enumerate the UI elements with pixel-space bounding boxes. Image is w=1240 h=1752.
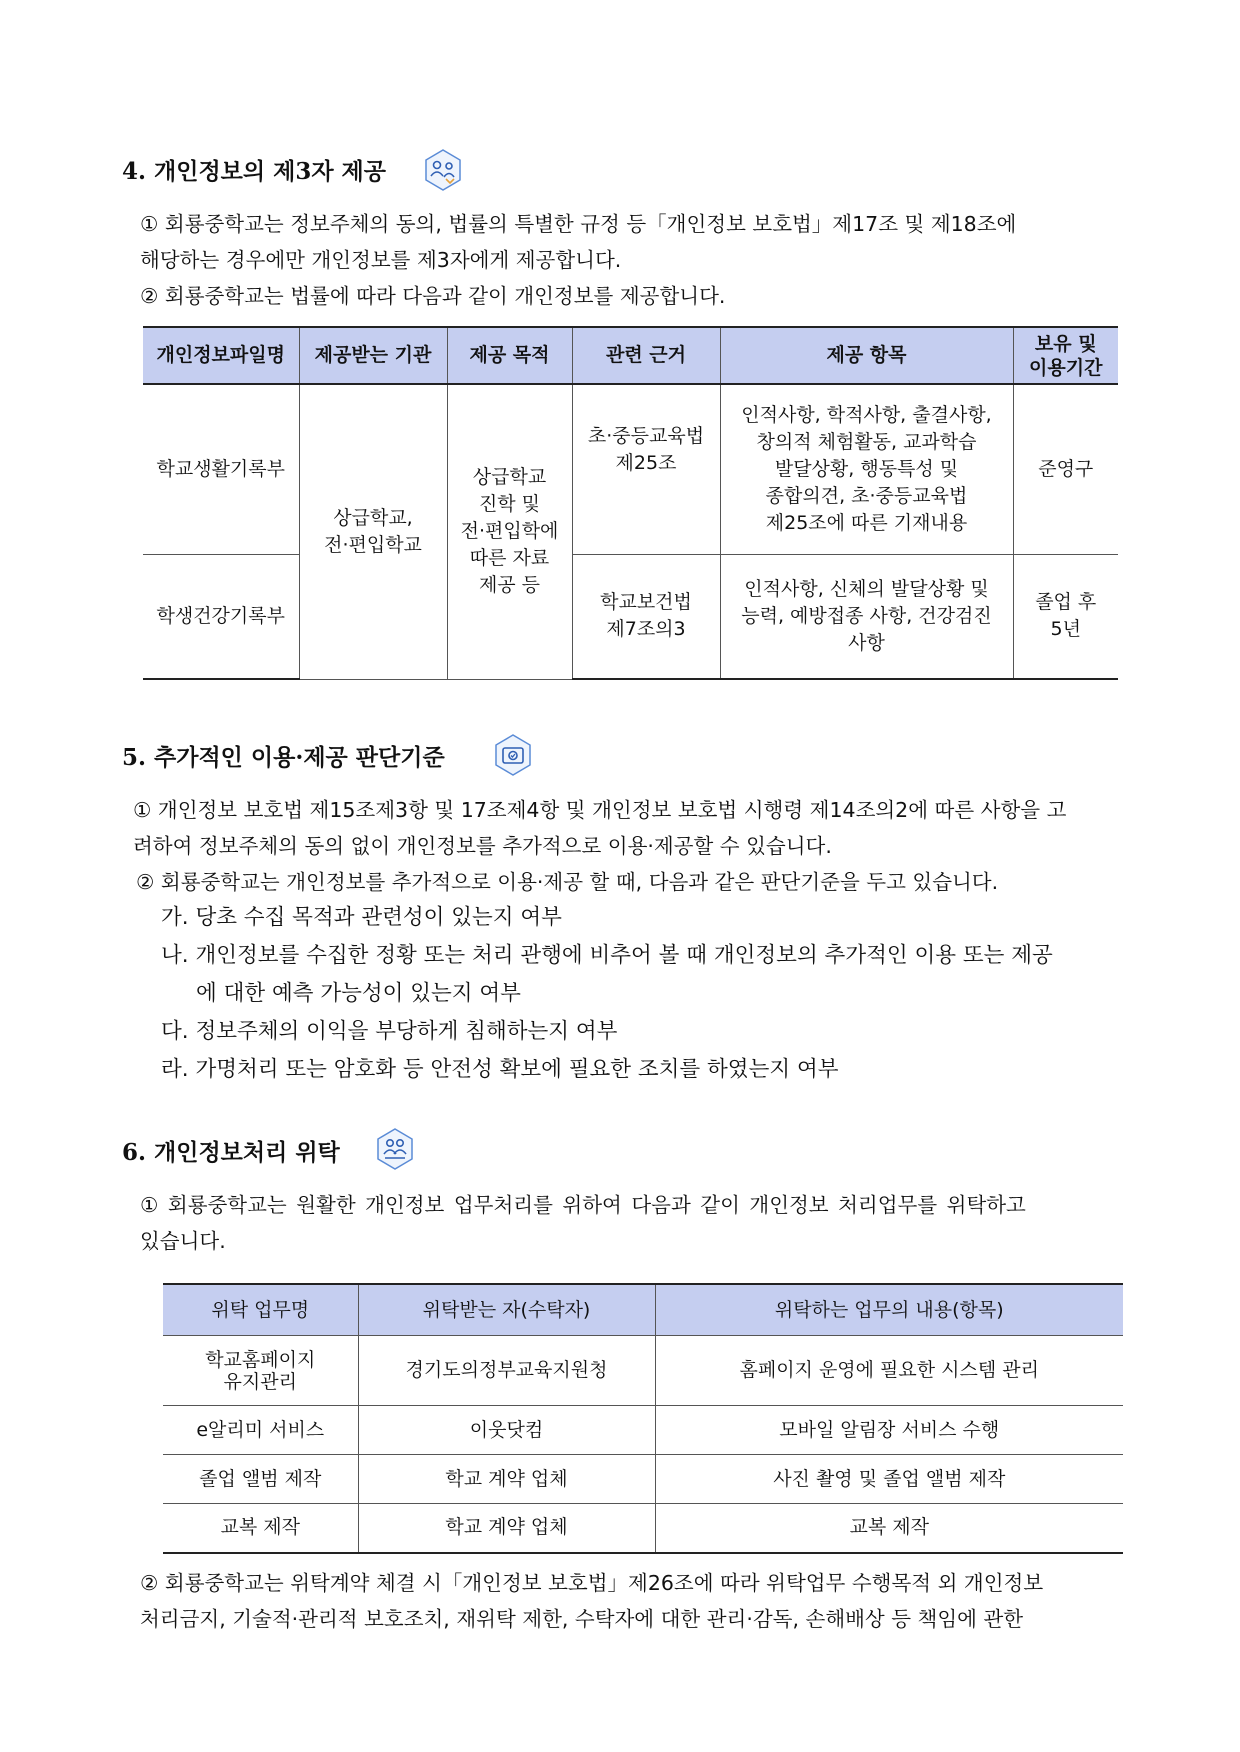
people-share-icon [423, 148, 463, 192]
section4-p1-line2: 해당하는 경우에만 개인정보를 제3자에게 제공합니다. [140, 248, 622, 272]
header-purpose: 제공 목적 [447, 327, 572, 384]
section6-p2-line1: ② 회룡중학교는 위탁계약 체결 시「개인정보 보호법」제26조에 따라 위탁업무 수행목적 외 개인정보 [140, 1571, 1044, 1595]
section6-p1-line2: 있습니다. [140, 1229, 226, 1253]
cell-file: 학생건강기록부 [143, 554, 299, 679]
table-row [163, 1455, 1123, 1504]
header-task: 위탁 업무명 [163, 1284, 358, 1336]
cell-content: 모바일 알림장 서비스 수행 [655, 1406, 1123, 1455]
outsourcing-table [163, 1283, 1123, 1554]
cell-contractor: 학교 계약 업체 [358, 1504, 655, 1553]
table-row [143, 384, 1118, 554]
header-content: 위탁하는 업무의 내용(항목) [655, 1284, 1123, 1336]
cell-basis: 초·중등교육법 제25조 [572, 384, 720, 554]
section6-p2-line2: 처리금지, 기술적·관리적 보호조치, 재위탁 제한, 수탁자에 대한 관리·감독, 손해배상 등 책임에 관한 [140, 1607, 1024, 1631]
cell-content: 사진 촬영 및 졸업 앨범 제작 [655, 1455, 1123, 1504]
cell-contractor: 학교 계약 업체 [358, 1455, 655, 1504]
cell-content: 홈페이지 운영에 필요한 시스템 관리 [655, 1336, 1123, 1406]
cell-task: 졸업 앨범 제작 [163, 1455, 358, 1504]
table-row [143, 554, 1118, 679]
cell-contractor: 경기도의정부교육지원청 [358, 1336, 655, 1406]
header-basis: 관련 근거 [572, 327, 720, 384]
criteria-item-ga: 가. 당초 수집 목적과 관련성이 있는지 여부 [161, 905, 562, 930]
cell-content: 교복 제작 [655, 1504, 1123, 1553]
table-header-row [143, 327, 1118, 384]
cell-purpose: 상급학교 진학 및 전·편입학에 따른 자료 제공 등 [447, 384, 572, 679]
section4-title: 4. 개인정보의 제3자 제공 [122, 158, 386, 185]
cell-contractor: 이웃닷컴 [358, 1406, 655, 1455]
table-row [163, 1336, 1123, 1406]
section6-p1-line1: ① 회룡중학교는 원활한 개인정보 업무처리를 위하여 다음과 같이 개인정보 처리업무를 위탁하고 [140, 1193, 1026, 1217]
header-recipient: 제공받는 기관 [299, 327, 447, 384]
section5-p2: ② 회룡중학교는 개인정보를 추가적으로 이용·제공 할 때, 다음과 같은 판단기준을 두고 있습니다. [136, 870, 999, 894]
criteria-item-na-line2: 에 대한 예측 가능성이 있는지 여부 [196, 981, 521, 1006]
section5-p1-line2: 려하여 정보주체의 동의 없이 개인정보를 추가적으로 이용·제공할 수 있습니다. [133, 834, 832, 858]
cell-recipient: 상급학교, 전·편입학교 [299, 384, 447, 679]
criteria-item-da: 다. 정보주체의 이익을 부당하게 침해하는지 여부 [161, 1019, 618, 1044]
section4-p2: ② 회룡중학교는 법률에 따라 다음과 같이 개인정보를 제공합니다. [140, 284, 726, 308]
provision-table [143, 326, 1118, 680]
table-row [163, 1504, 1123, 1553]
cell-items: 인적사항, 신체의 발달상황 및 능력, 예방접종 사항, 건강검진 사항 [720, 554, 1013, 679]
camera-check-icon [493, 733, 533, 777]
people-group-icon [375, 1127, 415, 1171]
cell-items: 인적사항, 학적사항, 출결사항, 창의적 체험활동, 교과학습 발달상황, 행동특성 및 종합의견, 초·중등교육법 제25조에 따른 기재내용 [720, 384, 1013, 554]
section6-title: 6. 개인정보처리 위탁 [122, 1139, 340, 1166]
section4-p1-line1: ① 회룡중학교는 정보주체의 동의, 법률의 특별한 규정 등「개인정보 보호법」제17조 및 제18조에 [140, 212, 1017, 236]
table-row [163, 1406, 1123, 1455]
table-header-row [163, 1284, 1123, 1336]
criteria-item-na-line1: 나. 개인정보를 수집한 정황 또는 처리 관행에 비추어 볼 때 개인정보의 추가적인 이용 또는 제공 [161, 943, 1053, 968]
header-period: 보유 및 이용기간 [1013, 327, 1118, 384]
cell-period: 졸업 후 5년 [1013, 554, 1118, 679]
header-file-name: 개인정보파일명 [143, 327, 299, 384]
cell-period: 준영구 [1013, 384, 1118, 554]
criteria-item-ra: 라. 가명처리 또는 암호화 등 안전성 확보에 필요한 조치를 하였는지 여부 [161, 1057, 839, 1082]
section5-p1-line1: ① 개인정보 보호법 제15조제3항 및 17조제4항 및 개인정보 보호법 시행령 제14조의2에 따른 사항을 고 [133, 798, 1067, 822]
cell-task: 학교홈페이지 유지관리 [163, 1336, 358, 1406]
cell-basis: 학교보건법 제7조의3 [572, 554, 720, 679]
section5-title: 5. 추가적인 이용·제공 판단기준 [122, 744, 445, 771]
header-items: 제공 항목 [720, 327, 1013, 384]
cell-task: e알리미 서비스 [163, 1406, 358, 1455]
cell-task: 교복 제작 [163, 1504, 358, 1553]
cell-file: 학교생활기록부 [143, 384, 299, 554]
header-contractor: 위탁받는 자(수탁자) [358, 1284, 655, 1336]
